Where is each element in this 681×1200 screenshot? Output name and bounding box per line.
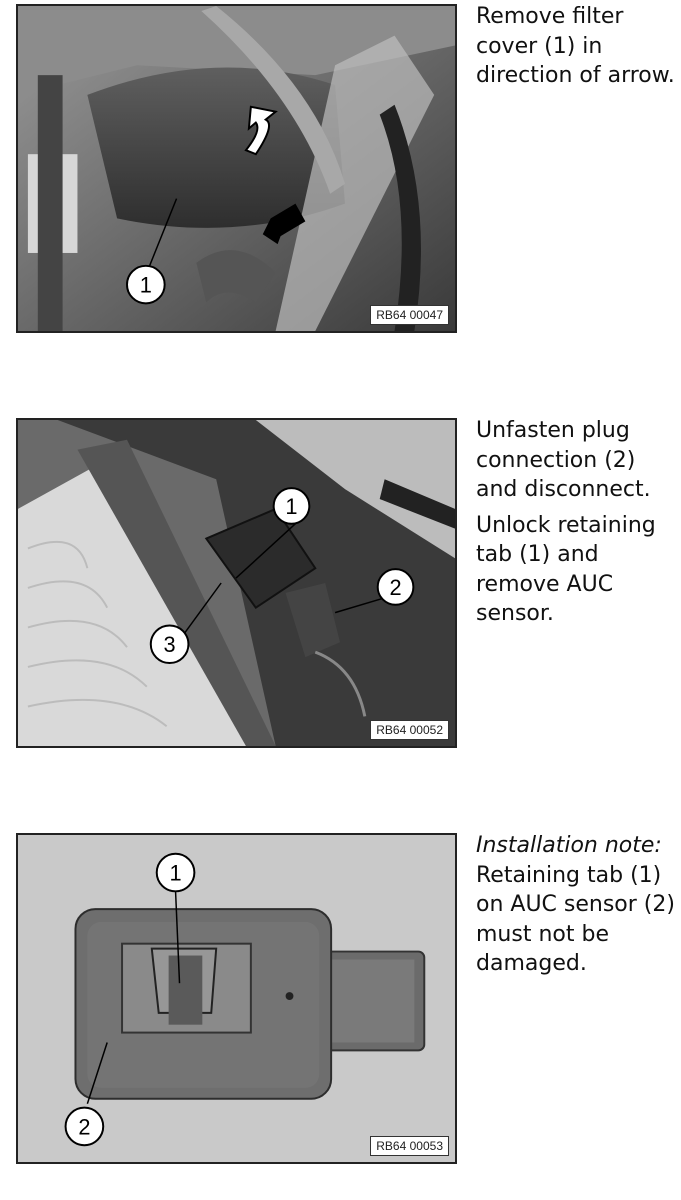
callout-label: 2 bbox=[389, 574, 402, 600]
instruction-paragraph: Remove filter cover (1) in direction of arrow. bbox=[476, 4, 675, 88]
callout-label: 1 bbox=[139, 272, 152, 298]
instruction-paragraph: Unlock retaining tab (1) and remove AUC sensor. bbox=[476, 512, 656, 626]
instruction-text bbox=[476, 831, 676, 985]
photo-auc-sensor bbox=[18, 835, 455, 1162]
photo-filter-housing bbox=[18, 420, 455, 746]
instruction-text bbox=[476, 416, 676, 635]
callout-label: 2 bbox=[78, 1114, 91, 1140]
callout-label: 1 bbox=[169, 860, 182, 886]
figure-reference: RB64 00047 bbox=[370, 305, 449, 325]
figure-auc-sensor-detail bbox=[16, 833, 457, 1164]
instruction-paragraph: Unfasten plug connection (2) and disconnect. bbox=[476, 418, 651, 502]
photo-engine-bay bbox=[18, 6, 455, 331]
figure-reference: RB64 00052 bbox=[370, 720, 449, 740]
callout-label: 1 bbox=[285, 493, 298, 519]
installation-note-label: Installation note: bbox=[476, 833, 662, 858]
callout-label: 3 bbox=[163, 632, 176, 658]
instruction-paragraph: Retaining tab (1) on AUC sensor (2) must not be damaged. bbox=[476, 862, 675, 976]
figure-reference: RB64 00053 bbox=[370, 1136, 449, 1156]
figure-auc-sensor-mounted bbox=[16, 418, 457, 748]
figure-filter-cover bbox=[16, 4, 457, 333]
instruction-text bbox=[476, 2, 676, 97]
